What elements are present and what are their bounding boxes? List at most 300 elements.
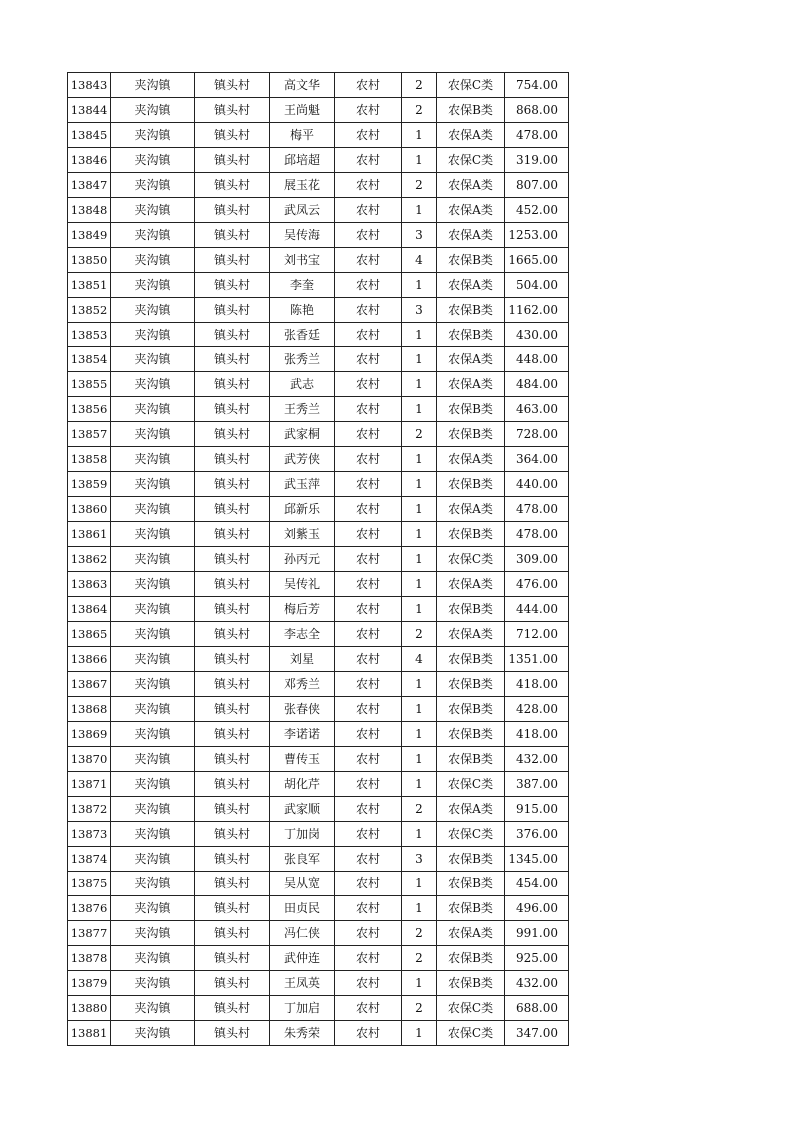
insurance-class-cell: 农保A类 — [437, 197, 505, 222]
town-cell: 夹沟镇 — [111, 821, 195, 846]
insurance-class-cell: 农保A类 — [437, 447, 505, 472]
town-cell: 夹沟镇 — [111, 721, 195, 746]
household-type-cell: 农村 — [335, 846, 402, 871]
amount-cell: 925.00 — [505, 946, 569, 971]
name-cell: 丁加启 — [270, 996, 335, 1021]
village-cell: 镇头村 — [195, 796, 270, 821]
name-cell: 邱新乐 — [270, 497, 335, 522]
insurance-class-cell: 农保C类 — [437, 771, 505, 796]
town-cell: 夹沟镇 — [111, 846, 195, 871]
amount-cell: 440.00 — [505, 472, 569, 497]
name-cell: 王秀兰 — [270, 397, 335, 422]
name-cell: 展玉花 — [270, 172, 335, 197]
roster-body — [68, 73, 569, 1046]
amount-cell: 432.00 — [505, 971, 569, 996]
member-count-cell: 2 — [402, 422, 437, 447]
name-cell: 武家顺 — [270, 796, 335, 821]
insurance-class-cell: 农保A类 — [437, 172, 505, 197]
amount-cell: 1253.00 — [505, 222, 569, 247]
town-cell: 夹沟镇 — [111, 447, 195, 472]
insurance-class-cell: 农保A类 — [437, 572, 505, 597]
village-cell: 镇头村 — [195, 846, 270, 871]
village-cell: 镇头村 — [195, 547, 270, 572]
amount-cell: 428.00 — [505, 696, 569, 721]
town-cell: 夹沟镇 — [111, 646, 195, 671]
name-cell: 吴传礼 — [270, 572, 335, 597]
town-cell: 夹沟镇 — [111, 522, 195, 547]
table-row — [68, 621, 569, 646]
member-count-cell: 3 — [402, 846, 437, 871]
village-cell: 镇头村 — [195, 821, 270, 846]
table-row — [68, 297, 569, 322]
record-id-cell: 13866 — [68, 646, 111, 671]
table-row — [68, 497, 569, 522]
insurance-class-cell: 农保A类 — [437, 621, 505, 646]
record-id-cell: 13857 — [68, 422, 111, 447]
village-cell: 镇头村 — [195, 671, 270, 696]
name-cell: 武家桐 — [270, 422, 335, 447]
member-count-cell: 1 — [402, 696, 437, 721]
town-cell: 夹沟镇 — [111, 896, 195, 921]
household-type-cell: 农村 — [335, 397, 402, 422]
name-cell: 邓秀兰 — [270, 671, 335, 696]
village-cell: 镇头村 — [195, 422, 270, 447]
record-id-cell: 13877 — [68, 921, 111, 946]
member-count-cell: 1 — [402, 821, 437, 846]
name-cell: 孙丙元 — [270, 547, 335, 572]
name-cell: 胡化芹 — [270, 771, 335, 796]
household-type-cell: 农村 — [335, 172, 402, 197]
record-id-cell: 13879 — [68, 971, 111, 996]
town-cell: 夹沟镇 — [111, 347, 195, 372]
household-type-cell: 农村 — [335, 472, 402, 497]
household-type-cell: 农村 — [335, 322, 402, 347]
insurance-class-cell: 农保C类 — [437, 73, 505, 98]
village-cell: 镇头村 — [195, 871, 270, 896]
amount-cell: 504.00 — [505, 272, 569, 297]
village-cell: 镇头村 — [195, 572, 270, 597]
amount-cell: 444.00 — [505, 597, 569, 622]
amount-cell: 463.00 — [505, 397, 569, 422]
record-id-cell: 13865 — [68, 621, 111, 646]
record-id-cell: 13847 — [68, 172, 111, 197]
amount-cell: 454.00 — [505, 871, 569, 896]
amount-cell: 347.00 — [505, 1021, 569, 1046]
town-cell: 夹沟镇 — [111, 197, 195, 222]
household-type-cell: 农村 — [335, 422, 402, 447]
table-row — [68, 322, 569, 347]
town-cell: 夹沟镇 — [111, 572, 195, 597]
member-count-cell: 2 — [402, 921, 437, 946]
name-cell: 武芳侠 — [270, 447, 335, 472]
member-count-cell: 1 — [402, 721, 437, 746]
table-row — [68, 172, 569, 197]
member-count-cell: 2 — [402, 946, 437, 971]
name-cell: 张香廷 — [270, 322, 335, 347]
amount-cell: 387.00 — [505, 771, 569, 796]
member-count-cell: 4 — [402, 247, 437, 272]
member-count-cell: 1 — [402, 472, 437, 497]
table-row — [68, 73, 569, 98]
table-row — [68, 422, 569, 447]
village-cell: 镇头村 — [195, 696, 270, 721]
table-row — [68, 522, 569, 547]
record-id-cell: 13864 — [68, 597, 111, 622]
record-id-cell: 13860 — [68, 497, 111, 522]
amount-cell: 1351.00 — [505, 646, 569, 671]
name-cell: 刘紫玉 — [270, 522, 335, 547]
table-row — [68, 547, 569, 572]
table-row — [68, 821, 569, 846]
village-cell: 镇头村 — [195, 197, 270, 222]
member-count-cell: 2 — [402, 97, 437, 122]
amount-cell: 478.00 — [505, 522, 569, 547]
record-id-cell: 13846 — [68, 147, 111, 172]
table-row — [68, 97, 569, 122]
record-id-cell: 13870 — [68, 746, 111, 771]
amount-cell: 728.00 — [505, 422, 569, 447]
table-row — [68, 247, 569, 272]
village-cell: 镇头村 — [195, 646, 270, 671]
table-row — [68, 447, 569, 472]
household-type-cell: 农村 — [335, 122, 402, 147]
town-cell: 夹沟镇 — [111, 122, 195, 147]
name-cell: 张春侠 — [270, 696, 335, 721]
amount-cell: 1665.00 — [505, 247, 569, 272]
insurance-class-cell: 农保B类 — [437, 946, 505, 971]
name-cell: 刘书宝 — [270, 247, 335, 272]
household-type-cell: 农村 — [335, 547, 402, 572]
amount-cell: 868.00 — [505, 97, 569, 122]
household-type-cell: 农村 — [335, 73, 402, 98]
name-cell: 冯仁侠 — [270, 921, 335, 946]
insurance-class-cell: 农保B类 — [437, 896, 505, 921]
name-cell: 张秀兰 — [270, 347, 335, 372]
table-row — [68, 272, 569, 297]
town-cell: 夹沟镇 — [111, 422, 195, 447]
amount-cell: 1345.00 — [505, 846, 569, 871]
roster-table — [67, 72, 569, 1046]
town-cell: 夹沟镇 — [111, 796, 195, 821]
amount-cell: 476.00 — [505, 572, 569, 597]
name-cell: 邱培超 — [270, 147, 335, 172]
record-id-cell: 13845 — [68, 122, 111, 147]
town-cell: 夹沟镇 — [111, 746, 195, 771]
insurance-class-cell: 农保B类 — [437, 597, 505, 622]
town-cell: 夹沟镇 — [111, 472, 195, 497]
amount-cell: 807.00 — [505, 172, 569, 197]
member-count-cell: 1 — [402, 372, 437, 397]
household-type-cell: 农村 — [335, 621, 402, 646]
household-type-cell: 农村 — [335, 522, 402, 547]
member-count-cell: 1 — [402, 347, 437, 372]
amount-cell: 1162.00 — [505, 297, 569, 322]
member-count-cell: 1 — [402, 197, 437, 222]
record-id-cell: 13878 — [68, 946, 111, 971]
household-type-cell: 农村 — [335, 721, 402, 746]
member-count-cell: 2 — [402, 73, 437, 98]
record-id-cell: 13849 — [68, 222, 111, 247]
name-cell: 丁加岗 — [270, 821, 335, 846]
insurance-class-cell: 农保A类 — [437, 222, 505, 247]
village-cell: 镇头村 — [195, 921, 270, 946]
village-cell: 镇头村 — [195, 721, 270, 746]
household-type-cell: 农村 — [335, 946, 402, 971]
amount-cell: 452.00 — [505, 197, 569, 222]
member-count-cell: 2 — [402, 996, 437, 1021]
table-row — [68, 1021, 569, 1046]
insurance-class-cell: 农保B类 — [437, 97, 505, 122]
member-count-cell: 2 — [402, 796, 437, 821]
member-count-cell: 1 — [402, 522, 437, 547]
amount-cell: 991.00 — [505, 921, 569, 946]
record-id-cell: 13876 — [68, 896, 111, 921]
village-cell: 镇头村 — [195, 522, 270, 547]
insurance-class-cell: 农保B类 — [437, 522, 505, 547]
amount-cell: 432.00 — [505, 746, 569, 771]
name-cell: 朱秀荣 — [270, 1021, 335, 1046]
record-id-cell: 13872 — [68, 796, 111, 821]
household-type-cell: 农村 — [335, 971, 402, 996]
insurance-class-cell: 农保B类 — [437, 871, 505, 896]
insurance-class-cell: 农保A类 — [437, 272, 505, 297]
record-id-cell: 13862 — [68, 547, 111, 572]
table-row — [68, 646, 569, 671]
town-cell: 夹沟镇 — [111, 696, 195, 721]
member-count-cell: 1 — [402, 272, 437, 297]
village-cell: 镇头村 — [195, 447, 270, 472]
household-type-cell: 农村 — [335, 147, 402, 172]
insurance-class-cell: 农保B类 — [437, 646, 505, 671]
household-type-cell: 农村 — [335, 1021, 402, 1046]
amount-cell: 496.00 — [505, 896, 569, 921]
name-cell: 田贞民 — [270, 896, 335, 921]
village-cell: 镇头村 — [195, 147, 270, 172]
household-type-cell: 农村 — [335, 297, 402, 322]
name-cell: 高文华 — [270, 73, 335, 98]
member-count-cell: 1 — [402, 397, 437, 422]
member-count-cell: 1 — [402, 971, 437, 996]
household-type-cell: 农村 — [335, 646, 402, 671]
insurance-class-cell: 农保C类 — [437, 1021, 505, 1046]
name-cell: 吴从宽 — [270, 871, 335, 896]
table-row — [68, 771, 569, 796]
record-id-cell: 13855 — [68, 372, 111, 397]
town-cell: 夹沟镇 — [111, 247, 195, 272]
amount-cell: 478.00 — [505, 497, 569, 522]
village-cell: 镇头村 — [195, 122, 270, 147]
name-cell: 武志 — [270, 372, 335, 397]
household-type-cell: 农村 — [335, 447, 402, 472]
household-type-cell: 农村 — [335, 896, 402, 921]
member-count-cell: 1 — [402, 147, 437, 172]
village-cell: 镇头村 — [195, 297, 270, 322]
village-cell: 镇头村 — [195, 247, 270, 272]
town-cell: 夹沟镇 — [111, 597, 195, 622]
insurance-class-cell: 农保B类 — [437, 671, 505, 696]
town-cell: 夹沟镇 — [111, 172, 195, 197]
town-cell: 夹沟镇 — [111, 871, 195, 896]
amount-cell: 448.00 — [505, 347, 569, 372]
member-count-cell: 1 — [402, 597, 437, 622]
table-row — [68, 572, 569, 597]
town-cell: 夹沟镇 — [111, 222, 195, 247]
amount-cell: 915.00 — [505, 796, 569, 821]
record-id-cell: 13869 — [68, 721, 111, 746]
table-row — [68, 996, 569, 1021]
name-cell: 梅平 — [270, 122, 335, 147]
insurance-class-cell: 农保C类 — [437, 821, 505, 846]
household-type-cell: 农村 — [335, 222, 402, 247]
amount-cell: 376.00 — [505, 821, 569, 846]
town-cell: 夹沟镇 — [111, 946, 195, 971]
name-cell: 李奎 — [270, 272, 335, 297]
member-count-cell: 1 — [402, 746, 437, 771]
insurance-class-cell: 农保B类 — [437, 247, 505, 272]
amount-cell: 478.00 — [505, 122, 569, 147]
record-id-cell: 13875 — [68, 871, 111, 896]
record-id-cell: 13863 — [68, 572, 111, 597]
member-count-cell: 1 — [402, 322, 437, 347]
town-cell: 夹沟镇 — [111, 771, 195, 796]
table-row — [68, 472, 569, 497]
member-count-cell: 2 — [402, 621, 437, 646]
member-count-cell: 1 — [402, 671, 437, 696]
insurance-class-cell: 农保B类 — [437, 746, 505, 771]
member-count-cell: 4 — [402, 646, 437, 671]
amount-cell: 712.00 — [505, 621, 569, 646]
table-row — [68, 946, 569, 971]
town-cell: 夹沟镇 — [111, 322, 195, 347]
table-row — [68, 597, 569, 622]
table-row — [68, 197, 569, 222]
name-cell: 王凤英 — [270, 971, 335, 996]
village-cell: 镇头村 — [195, 771, 270, 796]
town-cell: 夹沟镇 — [111, 272, 195, 297]
town-cell: 夹沟镇 — [111, 497, 195, 522]
member-count-cell: 1 — [402, 497, 437, 522]
record-id-cell: 13868 — [68, 696, 111, 721]
household-type-cell: 农村 — [335, 497, 402, 522]
household-type-cell: 农村 — [335, 572, 402, 597]
village-cell: 镇头村 — [195, 372, 270, 397]
household-type-cell: 农村 — [335, 746, 402, 771]
town-cell: 夹沟镇 — [111, 921, 195, 946]
household-type-cell: 农村 — [335, 996, 402, 1021]
village-cell: 镇头村 — [195, 347, 270, 372]
table-row — [68, 147, 569, 172]
household-type-cell: 农村 — [335, 921, 402, 946]
name-cell: 武凤云 — [270, 197, 335, 222]
table-row — [68, 222, 569, 247]
town-cell: 夹沟镇 — [111, 547, 195, 572]
amount-cell: 430.00 — [505, 322, 569, 347]
town-cell: 夹沟镇 — [111, 996, 195, 1021]
record-id-cell: 13853 — [68, 322, 111, 347]
record-id-cell: 13867 — [68, 671, 111, 696]
village-cell: 镇头村 — [195, 746, 270, 771]
record-id-cell: 13861 — [68, 522, 111, 547]
town-cell: 夹沟镇 — [111, 1021, 195, 1046]
village-cell: 镇头村 — [195, 597, 270, 622]
member-count-cell: 1 — [402, 447, 437, 472]
household-type-cell: 农村 — [335, 272, 402, 297]
amount-cell: 309.00 — [505, 547, 569, 572]
insurance-class-cell: 农保B类 — [437, 971, 505, 996]
household-type-cell: 农村 — [335, 247, 402, 272]
village-cell: 镇头村 — [195, 73, 270, 98]
record-id-cell: 13880 — [68, 996, 111, 1021]
member-count-cell: 3 — [402, 222, 437, 247]
table-row — [68, 846, 569, 871]
table-row — [68, 871, 569, 896]
record-id-cell: 13871 — [68, 771, 111, 796]
insurance-class-cell: 农保A类 — [437, 347, 505, 372]
insurance-class-cell: 农保B类 — [437, 696, 505, 721]
record-id-cell: 13848 — [68, 197, 111, 222]
insurance-class-cell: 农保A类 — [437, 497, 505, 522]
name-cell: 武玉萍 — [270, 472, 335, 497]
household-type-cell: 农村 — [335, 347, 402, 372]
name-cell: 张良军 — [270, 846, 335, 871]
insurance-class-cell: 农保C类 — [437, 547, 505, 572]
table-row — [68, 696, 569, 721]
name-cell: 曹传玉 — [270, 746, 335, 771]
record-id-cell: 13856 — [68, 397, 111, 422]
village-cell: 镇头村 — [195, 397, 270, 422]
amount-cell: 319.00 — [505, 147, 569, 172]
table-row — [68, 671, 569, 696]
village-cell: 镇头村 — [195, 222, 270, 247]
insurance-class-cell: 农保B类 — [437, 472, 505, 497]
record-id-cell: 13844 — [68, 97, 111, 122]
table-row — [68, 122, 569, 147]
table-row — [68, 971, 569, 996]
amount-cell: 418.00 — [505, 721, 569, 746]
insurance-class-cell: 农保B类 — [437, 322, 505, 347]
village-cell: 镇头村 — [195, 621, 270, 646]
household-type-cell: 农村 — [335, 696, 402, 721]
household-type-cell: 农村 — [335, 871, 402, 896]
town-cell: 夹沟镇 — [111, 671, 195, 696]
insurance-class-cell: 农保A类 — [437, 796, 505, 821]
table-row — [68, 921, 569, 946]
village-cell: 镇头村 — [195, 322, 270, 347]
table-row — [68, 721, 569, 746]
village-cell: 镇头村 — [195, 97, 270, 122]
village-cell: 镇头村 — [195, 272, 270, 297]
village-cell: 镇头村 — [195, 996, 270, 1021]
town-cell: 夹沟镇 — [111, 73, 195, 98]
household-type-cell: 农村 — [335, 372, 402, 397]
name-cell: 李诺诺 — [270, 721, 335, 746]
household-type-cell: 农村 — [335, 796, 402, 821]
village-cell: 镇头村 — [195, 971, 270, 996]
amount-cell: 688.00 — [505, 996, 569, 1021]
insurance-class-cell: 农保A类 — [437, 372, 505, 397]
amount-cell: 754.00 — [505, 73, 569, 98]
village-cell: 镇头村 — [195, 497, 270, 522]
name-cell: 武仲连 — [270, 946, 335, 971]
table-row — [68, 397, 569, 422]
amount-cell: 418.00 — [505, 671, 569, 696]
name-cell: 刘星 — [270, 646, 335, 671]
member-count-cell: 1 — [402, 771, 437, 796]
household-type-cell: 农村 — [335, 97, 402, 122]
record-id-cell: 13858 — [68, 447, 111, 472]
village-cell: 镇头村 — [195, 1021, 270, 1046]
amount-cell: 484.00 — [505, 372, 569, 397]
